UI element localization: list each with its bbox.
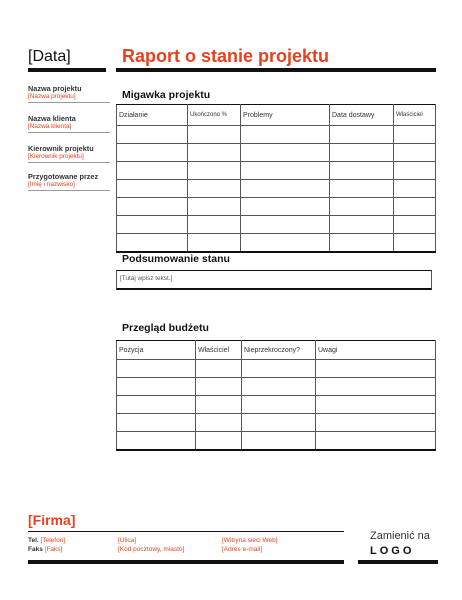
col-header-due-date: Data dostawy [330, 105, 394, 126]
footer-contact [28, 536, 65, 554]
table-row [117, 396, 436, 414]
prepared-by-field[interactable]: [Imię i nazwisko] [28, 181, 110, 191]
project-name-field[interactable]: [Nazwa projektu] [28, 93, 110, 103]
table-row [117, 162, 436, 180]
website-field[interactable]: [Witryna sieci Web] [222, 537, 278, 544]
prepared-by-label: Przygotowane przez [28, 172, 99, 181]
tel-field[interactable]: [Telefon] [40, 537, 66, 544]
col-header-issues: Problemy [241, 105, 330, 126]
street-field[interactable]: [Ulica] [118, 537, 137, 544]
header-divider-right [116, 68, 436, 72]
snapshot-table [116, 104, 436, 253]
col-header-notes: Uwagi [316, 341, 436, 360]
table-row [117, 414, 436, 432]
col-header-item: Pozycja [117, 341, 196, 360]
table-row [117, 216, 436, 234]
footer-address [118, 536, 184, 554]
footer-divider-thin [28, 531, 344, 532]
sidebar-project-name [28, 84, 110, 103]
fax-label: Faks [28, 546, 43, 553]
table-row [117, 198, 436, 216]
col-header-completed: Ukończono % [188, 105, 241, 126]
budget-table [116, 340, 436, 451]
footer-divider-left [28, 560, 344, 564]
date-field[interactable]: [Data] [28, 48, 71, 65]
client-name-field[interactable]: [Nazwa klienta] [28, 123, 110, 133]
summary-text-field[interactable]: [Tutaj wpisz tekst.] [116, 270, 432, 290]
header-divider-left [28, 68, 106, 72]
project-name-label: Nazwa projektu [28, 84, 82, 93]
sidebar-prepared-by [28, 172, 110, 191]
sidebar-project-manager [28, 144, 110, 163]
project-manager-field[interactable]: [Kierownik projektu] [28, 153, 110, 163]
footer-divider-right [358, 560, 438, 564]
client-name-label: Nazwa klienta [28, 114, 76, 123]
snapshot-title: Migawka projektu [122, 89, 211, 101]
page-title: Raport o stanie projektu [122, 46, 330, 66]
col-header-within-budget: Nieprzekroczony? [242, 341, 316, 360]
sidebar-client-name [28, 114, 110, 133]
summary-title: Podsumowanie stanu [122, 253, 230, 265]
logo-placeholder-text: Zamienić na [370, 530, 430, 542]
col-header-owner: Właściciel [196, 341, 242, 360]
postal-field[interactable]: [Kod pocztowy, miasto] [118, 546, 185, 553]
table-row [117, 234, 436, 252]
table-row [117, 378, 436, 396]
col-header-activity: Działanie [117, 105, 188, 126]
budget-title: Przegląd budżetu [122, 322, 209, 334]
footer-web [222, 536, 278, 554]
table-row [117, 180, 436, 198]
company-name-field[interactable]: [Firma] [28, 512, 76, 528]
fax-field[interactable]: [Faks] [44, 546, 63, 553]
table-row [117, 432, 436, 450]
project-manager-label: Kierownik projektu [28, 144, 94, 153]
table-row [117, 144, 436, 162]
table-header-row [117, 341, 436, 360]
col-header-owner: Właściciel [394, 105, 436, 126]
table-row [117, 360, 436, 378]
table-header-row [117, 105, 436, 126]
tel-label: Tel. [28, 537, 39, 544]
email-field[interactable]: [Adres e-mail] [222, 546, 263, 553]
logo-placeholder[interactable]: LOGO [370, 545, 415, 557]
table-row [117, 126, 436, 144]
